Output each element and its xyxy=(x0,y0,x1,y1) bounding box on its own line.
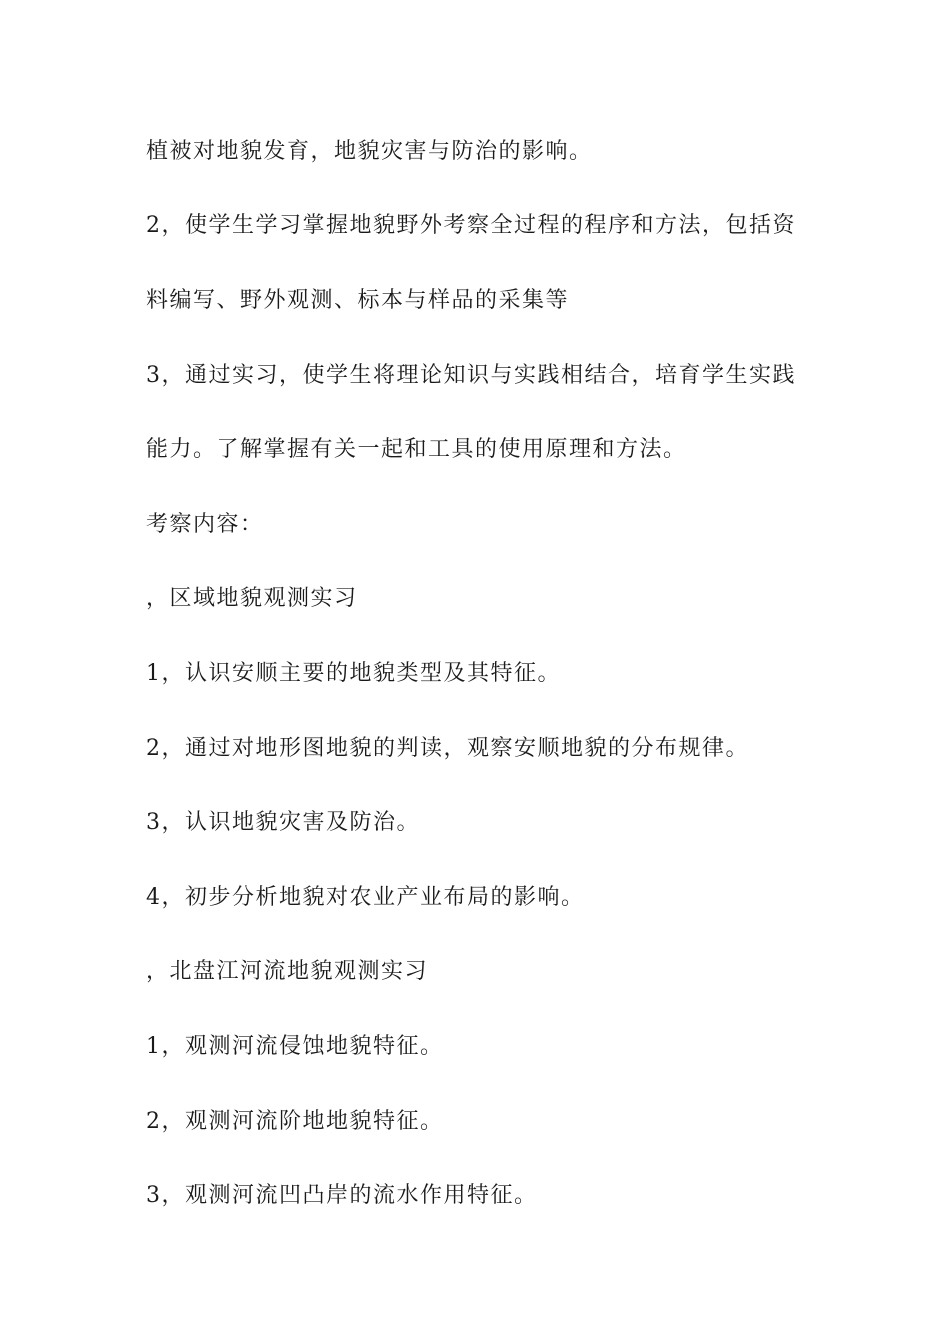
list-item-river-3: 3，观测河流凹凸岸的流水作用特征。 xyxy=(146,1183,538,1208)
paragraph-line-4: 3，通过实习，使学生将理论知识与实践相结合，培育学生实践 xyxy=(146,363,796,388)
subsection-heading-river: ，北盘江河流地貌观测实习 xyxy=(146,959,429,984)
list-item-regional-1: 1，认识安顺主要的地貌类型及其特征。 xyxy=(146,661,561,686)
paragraph-line-2: 2，使学生学习掌握地貌野外考察全过程的程序和方法，包括资 xyxy=(146,213,796,238)
list-item-regional-4: 4，初步分析地貌对农业产业布局的影响。 xyxy=(146,885,585,910)
section-heading-content: 考察内容： xyxy=(146,512,264,537)
list-item-regional-2: 2，通过对地形图地貌的判读，观察安顺地貌的分布规律。 xyxy=(146,736,749,761)
list-item-river-1: 1，观测河流侵蚀地貌特征。 xyxy=(146,1034,444,1059)
paragraph-line-3: 料编写、野外观测、标本与样品的采集等 xyxy=(146,288,570,313)
paragraph-line-5: 能力。了解掌握有关一起和工具的使用原理和方法。 xyxy=(146,437,687,462)
paragraph-line-1: 植被对地貌发育，地貌灾害与防治的影响。 xyxy=(146,139,593,164)
subsection-heading-regional: ，区域地貌观测实习 xyxy=(146,586,358,611)
list-item-river-2: 2，观测河流阶地地貌特征。 xyxy=(146,1109,444,1134)
list-item-regional-3: 3，认识地貌灾害及防治。 xyxy=(146,810,420,835)
